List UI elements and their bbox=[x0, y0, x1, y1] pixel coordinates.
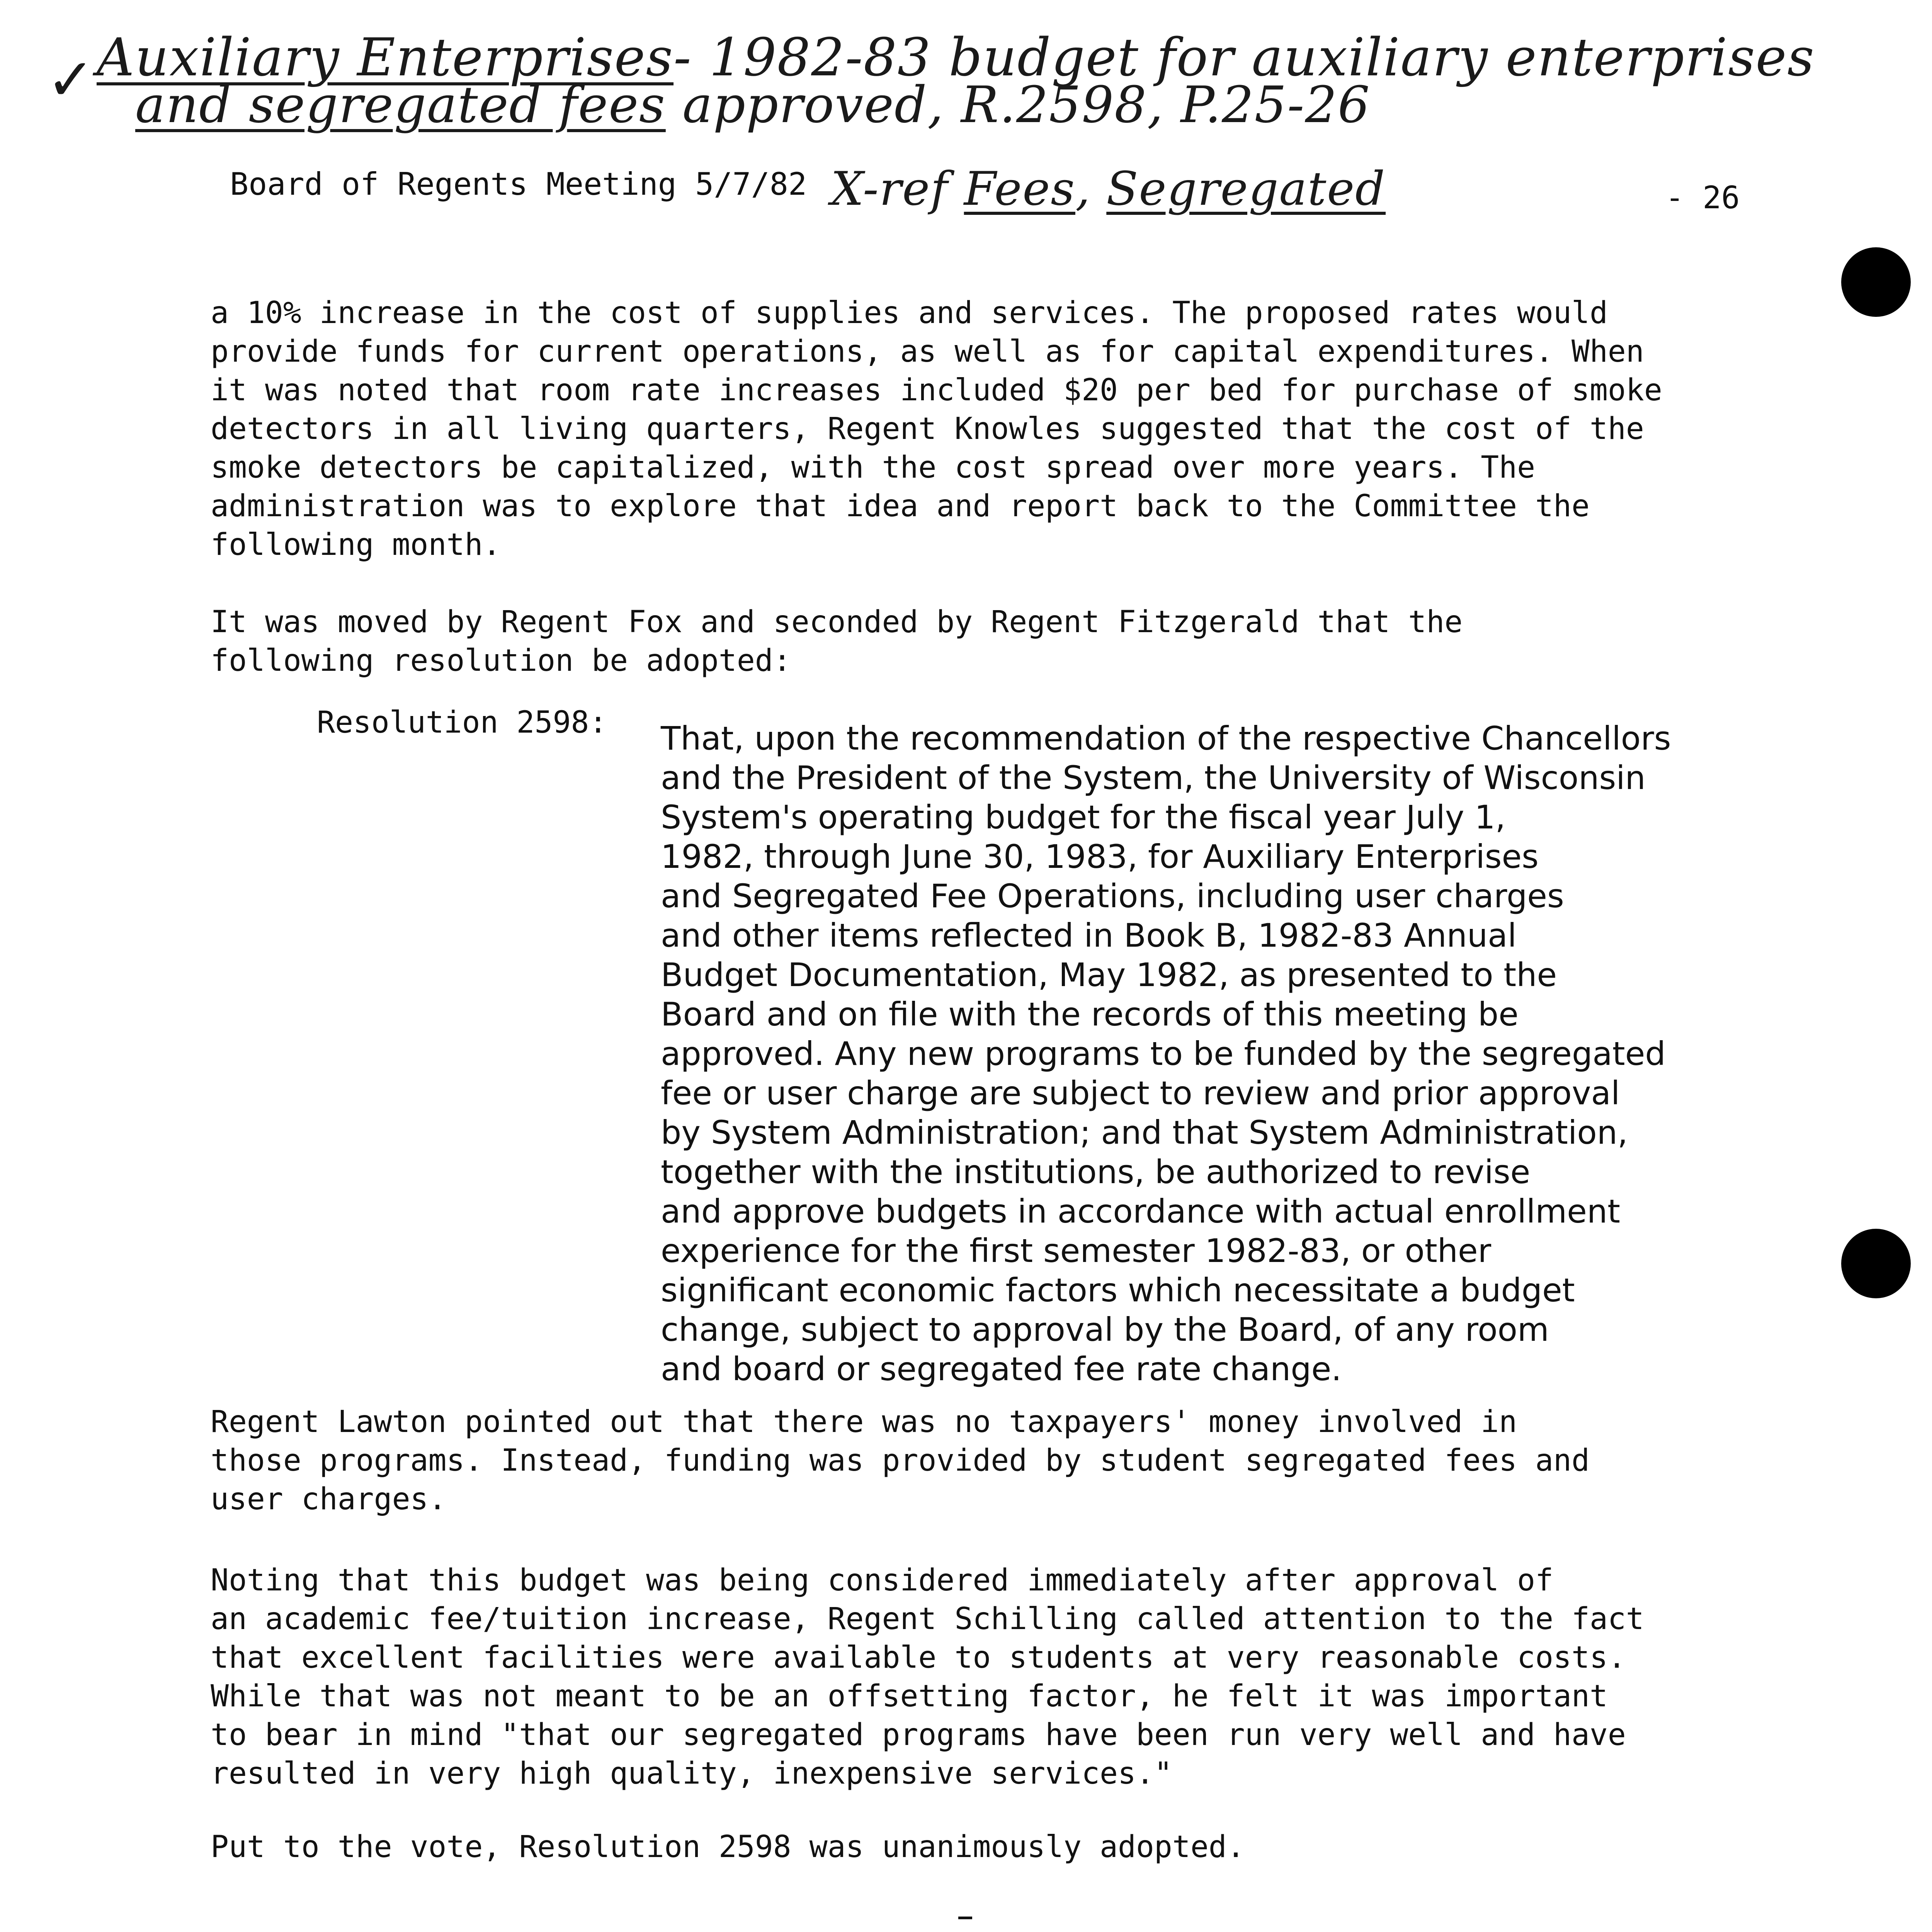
paragraph-5: Put to the vote, Resolution 2598 was unanimously adopted. bbox=[211, 1830, 1245, 1864]
resolution-label: Resolution 2598: bbox=[317, 705, 607, 740]
punch-hole-top bbox=[1841, 247, 1911, 317]
page-number: - 26 bbox=[1665, 180, 1740, 216]
annotation-line-2 bbox=[135, 75, 1371, 134]
punch-hole-middle bbox=[1841, 1229, 1911, 1298]
annotation-segregated: Segregated bbox=[1106, 162, 1386, 216]
annotation-sep: , bbox=[1075, 162, 1107, 216]
paragraph-3: Regent Lawton pointed out that there was no taxpayers' money involved in those programs. Instead, funding was provided by student segregated fees and user charges. bbox=[211, 1405, 1590, 1517]
paragraph-1: a 10% increase in the cost of supplies and services. The proposed rates would provide funds for current operations, as well as for capital expenditures. When it was noted that room rate increases included $20 per bed for purchase of smoke detectors in all living quarters, Regent Knowles suggested that the cost of the smoke detectors be capitalized, with the cost spread over more years. The administration was to explore that idea and report back to the Committee the following month. bbox=[211, 296, 1662, 562]
section-divider bbox=[958, 1917, 972, 1919]
annotation-xref: X-ref bbox=[831, 162, 964, 216]
paragraph-2: It was moved by Regent Fox and seconded by Regent Fitzgerald that the following resolution be adopted: bbox=[211, 605, 1463, 678]
annotation-fees: Fees bbox=[964, 162, 1075, 216]
annotation-underlined-text: and segregated fees bbox=[135, 75, 666, 134]
paragraph-4: Noting that this budget was being considered immediately after approval of an academic fee/tuition increase, Regent Schilling called attention to the fact that excellent facilities were available to students at very reasonable costs. While that was not meant to be an offsetting factor, he felt it was important to bear in mind "that our segregated programs have been run very well and have resulted in very high quality, inexpensive services." bbox=[211, 1563, 1644, 1791]
annotation-line-3 bbox=[831, 162, 1386, 216]
resolution-text: That, upon the recommendation of the respective Chancellors and the President of the System, the University of Wisconsin System's operating budget for the fiscal year July 1, 1982, through June 30, 1983, for Auxiliary Enterprises and Segregated Fee Operations, including user charges and other items reflected in Book B, 1982-83 Annual Budget Documentation, May 1982, as presented to the Board and on file with the records of this meeting be approved. Any new programs to be funded by the segregated fee or user charge are subject to review and prior approval by System Administration; and that System Administration, together with the institutions, be authorized to revise and approve budgets in accordance with actual enrollment experience for the first semester 1982-83, or other significant economic factors which necessitate a budget change, subject to approval by the Board, of any room and board or segregated fee rate change. bbox=[661, 719, 1671, 1388]
check-mark: ✓ bbox=[46, 46, 95, 114]
annotation-text: - 1982-83 budget for auxiliary enterprises bbox=[673, 27, 1815, 88]
meeting-header: Board of Regents Meeting 5/7/82 bbox=[230, 166, 807, 202]
annotation-text: approved, R.2598, P.25-26 bbox=[665, 75, 1371, 134]
annotation-underlined-title: Auxiliary Enterprises bbox=[97, 27, 674, 88]
